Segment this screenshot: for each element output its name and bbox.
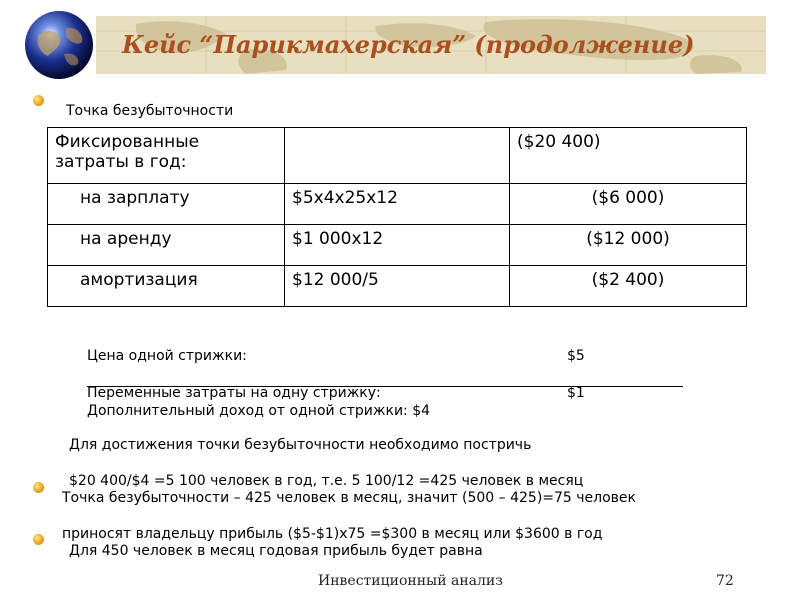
table-cell: амортизация xyxy=(48,266,285,307)
table-cell: ($12 000) xyxy=(510,225,747,266)
text-line: $20 400/$4 =5 100 человек в год, т.е. 5 100/12 =425 человек в месяц xyxy=(69,473,584,489)
variable-cost-label: Переменные затраты на одну стрижку: xyxy=(87,385,381,401)
table-cell: ($2 400) xyxy=(510,266,747,307)
text-line: приносят владельцу прибыль ($5-$1)x75 =$300 в месяц или $3600 в год xyxy=(62,526,603,542)
table-cell: на аренду xyxy=(48,225,285,266)
table-cell: Фиксированные затраты в год: xyxy=(48,128,285,184)
table-cell: $1 000x12 xyxy=(285,225,510,266)
price-label: Цена одной стрижки: xyxy=(87,348,247,364)
footer-text: Инвестиционный анализ xyxy=(318,573,503,589)
bullet-icon xyxy=(33,95,44,106)
extra-income: Дополнительный доход от одной стрижки: $4 xyxy=(87,403,431,419)
table-row xyxy=(48,128,747,184)
price-value: $5 xyxy=(567,348,585,364)
table-cell: $12 000/5 xyxy=(285,266,510,307)
table-cell xyxy=(285,128,510,184)
globe-icon xyxy=(24,10,94,80)
table-cell: на зарплату xyxy=(48,184,285,225)
table-cell: ($20 400) xyxy=(510,128,747,184)
table-row xyxy=(48,225,747,266)
table-row xyxy=(48,266,747,307)
variable-cost-value: $1 xyxy=(567,385,585,401)
page-number: 72 xyxy=(716,573,734,589)
subtitle: Точка безубыточности xyxy=(66,103,234,119)
bullet-icon xyxy=(33,534,44,545)
text-line: Для достижения точки безубыточности необходимо постричь xyxy=(69,437,532,453)
text-line: Точка безубыточности – 425 человек в месяц, значит (500 – 425)=75 человек xyxy=(62,490,636,506)
table-row xyxy=(48,184,747,225)
bullet-icon xyxy=(33,482,44,493)
text-line: Для 450 человек в месяц годовая прибыль будет равна xyxy=(69,543,483,559)
table-cell: $5x4x25x12 xyxy=(285,184,510,225)
slide-title: Кейс “Парикмахерская” (продолжение) xyxy=(122,30,695,59)
fixed-costs-table xyxy=(47,127,747,307)
table-cell: ($6 000) xyxy=(510,184,747,225)
